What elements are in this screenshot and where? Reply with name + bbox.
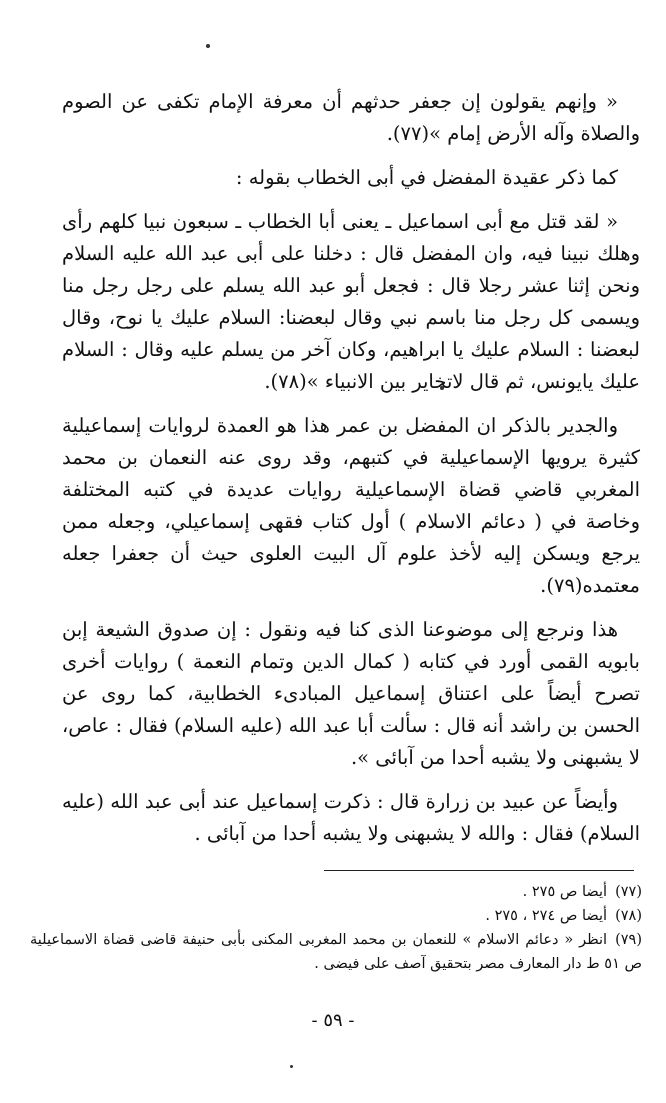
footnote-divider: [324, 870, 634, 871]
page-speck: [206, 44, 210, 48]
footnote-number: (٧٧): [615, 884, 642, 900]
paragraph-mufaddal-narrations: والجدير بالذكر ان المفضل بن عمر هذا هو العمدة لروايات إسماعيلية كثيرة يرويها الإسماعيلية في كتبهم، وقد روى عنه النعمان بن محمد المغربي قاضي قضاة الإسماعيلية روايات عديدة في كتبه المختلفة وخاصة في ( دعائم الاسلام ) أول كتاب فقهى إسماعيلي، وجعله ممن يرجع ويسكن إليه لأخذ علوم آل البيت العلوى حيث أن جعفرا جعله معتمده(٧٩).: [62, 414, 640, 597]
footnote-text: أيضا ص ٢٧٥ .: [522, 884, 608, 900]
paragraph-mufaddal-belief: كما ذكر عقيدة المفضل في أبى الخطاب بقوله :: [235, 166, 618, 189]
footnote-text: أيضا ص ٢٧٤ ، ٢٧٥ .: [485, 908, 608, 924]
footnote-77: [30, 880, 642, 904]
footnote-text: انظر « دعائم الاسلام » للنعمان بن محمد المغربى المكنى بأبى حنيفة قاضى قضاة الاسماعيلية ص ٥١ ط دار المعارف مصر بتحقيق آصف على فيضى .: [30, 932, 642, 972]
footnote-number: (٧٨): [615, 908, 642, 924]
paragraph-ibn-babawayh: هذا ونرجع إلى موضوعنا الذى كنا فيه ونقول : إن صدوق الشيعة إبن بابويه القمى أورد في كتابه ( كمال الدين وتمام النعمة ) روايات أخرى تصرح أيضاً على اعتناق إسماعيل المبادىء الخطابية، كما روى عن الحسن بن راشد أنه قال : سألت أبا عبد الله (عليه السلام) فقال : عاص، لا يشبهنى ولا يشبه أحدا من آبائى ».: [62, 618, 640, 769]
footnote-number: (٧٩): [615, 932, 642, 948]
footnotes: [30, 880, 642, 976]
footnote-78: [30, 904, 642, 928]
page-number: - ٥٩ -: [311, 1010, 355, 1031]
paragraph-ubayd-zurara: وأيضاً عن عبيد بن زرارة قال : ذكرت إسماعيل عند أبى عبد الله (عليه السلام) فقال : والله لا يشبهنى ولا يشبه أحدا من آبائى .: [62, 790, 640, 845]
page-speck: [290, 1065, 293, 1068]
body-text: [62, 86, 640, 862]
paragraph-quote-fasting: « وإنهم يقولون إن جعفر حدثهم أن معرفة الإمام تكفى عن الصوم والصلاة وآله الأرض إمام »(٧٧).: [62, 90, 640, 145]
paragraph-prophets-quote: « لقد قتل مع أبى اسماعيل ـ يعنى أبا الخطاب ـ سبعون نبيا كلهم رأى وهلك نبينا فيه، وان المفضل قال : دخلنا على أبى عبد الله عليه السلام ونحن إثنا عشر رجلا قال : فجعل أبو عبد الله يسلم على رجل رجل منا ويسمى كل رجل منا باسم نبي وقال لبعضنا: السلام عليك يا نوح، وقال لبعضنا : السلام عليك يا ابراهيم، وكان آخر من يسلم عليه وقال : السلام عليك يايونس، ثم قال لاتخاير بين الانبياء »(٧٨).: [62, 210, 640, 393]
footnote-79: [30, 928, 642, 976]
